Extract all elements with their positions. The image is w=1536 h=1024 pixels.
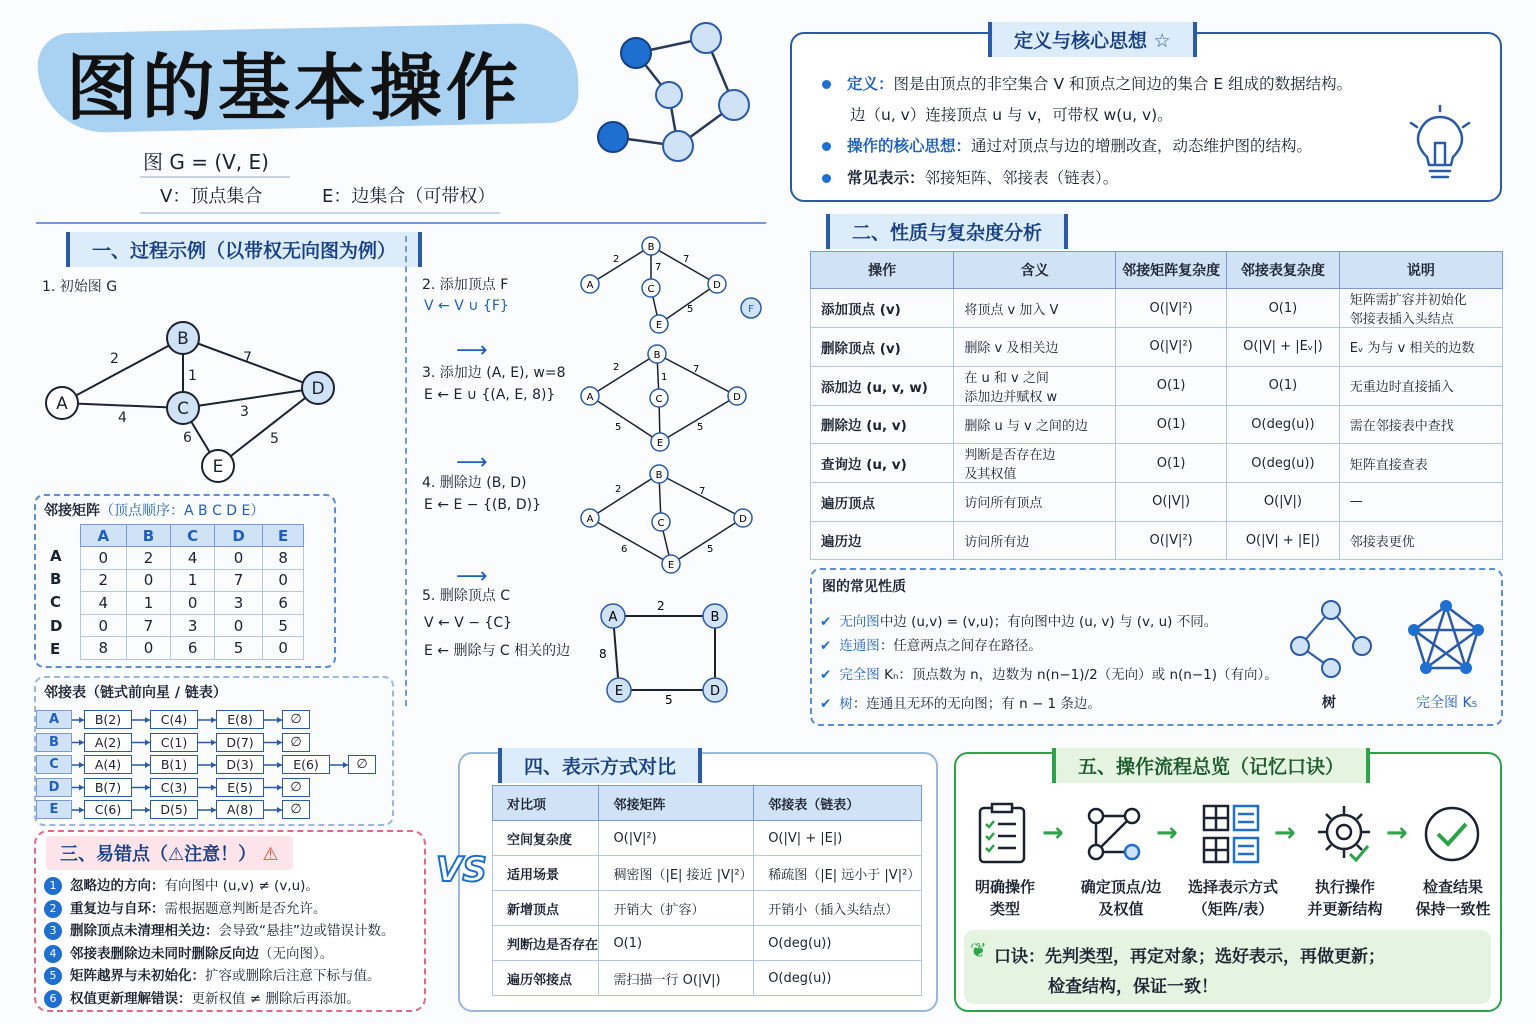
- adj-list-node: E(5): [216, 778, 264, 797]
- matrix-cell: 4: [81, 592, 127, 615]
- list-link-arrowhead: [277, 717, 282, 723]
- step4-formula: E ← E − {(B, D)}: [424, 497, 541, 513]
- adj-list-node: A(2): [84, 733, 132, 752]
- table-cell: 适用场景: [493, 856, 599, 891]
- svg-text:C: C: [655, 394, 663, 405]
- table-row: [811, 483, 1503, 522]
- check-icon: ✔: [820, 696, 832, 712]
- svg-text:B: B: [177, 329, 189, 349]
- list-link-arrowhead: [211, 807, 216, 813]
- svg-text:D: D: [709, 684, 721, 699]
- page-title: 图的基本操作: [66, 46, 523, 130]
- step5-formula-2: E ← 删除与 C 相关的边: [424, 643, 571, 659]
- table-header: 说明: [1339, 252, 1502, 289]
- table-cell: 遍历邻接点: [493, 961, 599, 996]
- matrix-cell: 0: [263, 569, 304, 592]
- table-row: [811, 328, 1503, 367]
- graph-formula: 图 G = (V, E): [143, 150, 269, 174]
- lightbulb-icon: [1405, 105, 1475, 185]
- table-cell: 遍历边: [811, 521, 954, 560]
- table-cell: 稠密图（|E| 接近 |V|²）: [599, 856, 754, 891]
- table-cell: 需在邻接表中查找: [1339, 405, 1502, 444]
- svg-text:A: A: [608, 610, 618, 625]
- matrix-row-label: D: [50, 616, 63, 635]
- flow-arrow-icon: →: [1386, 818, 1408, 848]
- null-pointer: ∅: [282, 778, 310, 797]
- table-cell: 删除 u 与 v 之间的边: [954, 405, 1116, 444]
- matrix-col-header: C: [171, 525, 214, 547]
- table-cell: O(|V|²): [1116, 289, 1227, 328]
- table-cell: O(1): [1227, 366, 1340, 405]
- svg-text:7: 7: [699, 486, 706, 497]
- table-cell: O(1): [1116, 444, 1227, 483]
- matrix-cell: 0: [263, 637, 304, 660]
- pitfall-item: [44, 987, 360, 1008]
- matrix-row-label: A: [50, 547, 62, 565]
- table-cell: Eᵥ 为与 v 相关的边数: [1339, 328, 1502, 367]
- adj-list-head: D: [36, 778, 72, 797]
- adjacency-list-arrows: [0, 0, 400, 830]
- svg-text:7: 7: [243, 350, 252, 366]
- number-badge: 2: [44, 900, 62, 918]
- matrix-cell: 2: [81, 569, 127, 592]
- table-row: [811, 521, 1503, 560]
- table-row: [811, 289, 1503, 328]
- graph-nodes-icon: [1084, 804, 1144, 864]
- adj-list-node: C(1): [150, 733, 198, 752]
- section4-header: 四、表示方式对比: [498, 748, 702, 783]
- flow-arrow-icon: →: [1042, 818, 1064, 848]
- svg-text:C: C: [647, 284, 655, 295]
- svg-text:6: 6: [183, 430, 192, 446]
- decor-graph-icon: [592, 20, 762, 170]
- matrix-cell: 4: [171, 547, 214, 570]
- adj-list-node: D(3): [216, 755, 264, 774]
- pitfall-item: [44, 874, 319, 895]
- definition-line-1: 定义：图是由顶点的非空集合 V 和顶点之间边的集合 E 组成的数据结构。: [822, 72, 1352, 94]
- table-header: 邻接表（链表）: [754, 786, 922, 821]
- k5-label: 完全图 K₅: [1416, 695, 1478, 711]
- pitfall-item: [44, 897, 327, 918]
- list-link-arrowhead: [211, 740, 216, 746]
- svg-text:D: D: [713, 280, 721, 291]
- pitfalls-header: 三、易错点（⚠注意！） ⚠: [46, 836, 293, 870]
- flow-step-label: 检查结果 保持一致性: [1415, 878, 1491, 918]
- list-link-arrowhead: [211, 717, 216, 723]
- table-cell: 访问所有边: [954, 521, 1116, 560]
- vertex-set-label: V：顶点集合: [160, 186, 263, 207]
- svg-text:2: 2: [613, 362, 620, 373]
- sprout-icon: ❦: [970, 938, 987, 962]
- table-cell: O(1): [1227, 289, 1340, 328]
- tree-diagram: [1286, 598, 1376, 678]
- list-link-arrowhead: [79, 717, 84, 723]
- edge-set-label: E：边集合（可带权）: [322, 186, 496, 207]
- table-row: [493, 926, 922, 961]
- adj-list-node: A(8): [216, 800, 264, 819]
- definition-line-4: 常见表示：邻接矩阵、邻接表（链表）。: [822, 166, 1118, 188]
- step5-graph: [595, 596, 745, 706]
- table-cell: O(|V|): [1116, 483, 1227, 522]
- matrix-col-header: D: [214, 525, 263, 547]
- step2-graph: [575, 236, 775, 336]
- matrix-cell: 0: [171, 592, 214, 615]
- matrix-cell: 0: [81, 614, 127, 637]
- svg-text:5: 5: [687, 304, 694, 315]
- svg-text:6: 6: [621, 544, 628, 555]
- table-cell: 在 u 和 v 之间 添加边并赋权 w: [954, 366, 1116, 405]
- matrix-cell: 3: [214, 592, 263, 615]
- property-line-1: ✔ 无向图中边 (u,v) = (v,u)；有向图中边 (u, v) 与 (v, u) 不同。: [820, 614, 1218, 630]
- arrow-right-icon: ⟶: [456, 450, 488, 475]
- table-cell: 删除 v 及相关边: [954, 328, 1116, 367]
- adj-list-node: C(3): [150, 778, 198, 797]
- list-link-arrowhead: [343, 762, 348, 768]
- comparison-table: [492, 785, 922, 996]
- bullet-icon: [822, 174, 831, 183]
- svg-text:2: 2: [657, 599, 665, 613]
- property-line-4: ✔ 树：连通且无环的无向图；有 n − 1 条边。: [820, 696, 1101, 712]
- flow-arrow-icon: →: [1274, 818, 1296, 848]
- table-cell: 删除顶点 (v): [811, 328, 954, 367]
- step5-formula-1: V ← V − {C}: [424, 615, 513, 631]
- table-cell: O(|V|²): [1116, 521, 1227, 560]
- table-cell: 矩阵需扩容并初始化 邻接表插入头结点: [1339, 289, 1502, 328]
- table-cell: 新增顶点: [493, 891, 599, 926]
- pitfall-text: 会导致“悬挂”边或错误计数。: [218, 923, 395, 940]
- list-link-arrowhead: [145, 785, 150, 791]
- section1-header: 一、过程示例（以带权无向图为例）: [66, 232, 422, 267]
- svg-text:D: D: [739, 514, 747, 525]
- table-cell: O(|V| + |E|): [754, 821, 922, 856]
- matrix-cell: 7: [214, 569, 263, 592]
- svg-text:A: A: [586, 514, 594, 525]
- table-cell: 开销大（扩容）: [599, 891, 754, 926]
- svg-text:7: 7: [693, 364, 700, 375]
- matrix-cell: 0: [81, 547, 127, 570]
- pitfall-label: 权值更新理解错误：: [70, 991, 192, 1007]
- complete-graph-k5: [1406, 598, 1486, 678]
- svg-text:D: D: [733, 392, 741, 403]
- pitfall-item: [44, 964, 381, 985]
- table-cell: 稀疏图（|E| 远小于 |V|²）: [754, 856, 922, 891]
- bullet-icon: [822, 142, 831, 151]
- svg-text:7: 7: [655, 262, 662, 273]
- table-cell: 遍历顶点: [811, 483, 954, 522]
- matrix-cell: 6: [171, 637, 214, 660]
- matrix-title: 邻接矩阵（顶点顺序：A B C D E）: [44, 503, 265, 519]
- svg-text:3: 3: [240, 404, 249, 420]
- svg-text:E: E: [667, 560, 675, 571]
- list-link-arrowhead: [277, 740, 282, 746]
- flow-step-label: 确定顶点/边 及权值: [1080, 878, 1162, 918]
- matrix-cell: 2: [126, 547, 171, 570]
- matrix-cell: 5: [263, 614, 304, 637]
- pitfall-text: 需根据题意判断是否允许。: [164, 900, 327, 917]
- adj-list-node: B(7): [84, 778, 132, 797]
- svg-text:5: 5: [665, 693, 673, 706]
- list-link-arrowhead: [79, 762, 84, 768]
- list-link-arrowhead: [277, 807, 282, 813]
- representation-icon: [1200, 802, 1262, 866]
- matrix-row-label: C: [50, 593, 62, 612]
- svg-text:5: 5: [697, 422, 704, 433]
- table-header: 对比项: [493, 786, 599, 821]
- null-pointer: ∅: [282, 710, 310, 729]
- check-circle-icon: [1422, 804, 1482, 864]
- table-cell: O(deg(u)): [1227, 444, 1340, 483]
- table-cell: O(deg(u)): [1227, 405, 1340, 444]
- list-link-arrowhead: [79, 785, 84, 791]
- svg-text:A: A: [56, 394, 68, 414]
- rhyme-line-1: 口诀：先判类型，再定对象；选好表示，再做更新；: [994, 947, 1385, 967]
- divider: [405, 236, 407, 706]
- list-link-arrowhead: [211, 785, 216, 791]
- svg-text:D: D: [311, 379, 325, 399]
- svg-text:4: 4: [118, 410, 127, 426]
- table-cell: O(deg(u)): [754, 961, 922, 996]
- table-cell: 需扫描一行 O(|V|): [599, 961, 754, 996]
- step2-formula: V ← V ∪ {F}: [424, 298, 509, 314]
- svg-text:5: 5: [270, 431, 279, 447]
- matrix-row-label: B: [50, 570, 62, 589]
- matrix-cell: 1: [171, 569, 214, 592]
- step4-graph: [575, 462, 775, 578]
- table-cell: O(|V| + |E|): [1227, 521, 1340, 560]
- list-link-arrowhead: [145, 740, 150, 746]
- table-cell: 删除边 (u, v): [811, 405, 954, 444]
- svg-text:C: C: [177, 399, 189, 419]
- number-badge: 4: [44, 945, 62, 963]
- pitfall-item: [44, 942, 333, 963]
- table-cell: 添加边 (u, v, w): [811, 366, 954, 405]
- arrow-right-icon: ⟶: [456, 338, 488, 363]
- pitfall-label: 删除顶点未清理相关边：: [70, 923, 219, 940]
- adj-list-node: E(8): [216, 710, 264, 729]
- svg-text:C: C: [657, 518, 665, 529]
- check-icon: ✔: [820, 614, 832, 630]
- number-badge: 3: [44, 922, 62, 940]
- table-cell: 判断是否存在边 及其权值: [954, 444, 1116, 483]
- matrix-col-header: B: [126, 525, 171, 547]
- list-link-arrowhead: [79, 740, 84, 746]
- table-cell: O(1): [599, 926, 754, 961]
- matrix-cell: 0: [214, 547, 263, 570]
- matrix-col-header: E: [263, 525, 304, 547]
- table-row: [493, 891, 922, 926]
- adj-list-node: D(5): [150, 800, 198, 819]
- adj-list-node: A(4): [84, 755, 132, 774]
- table-cell: O(|V|²): [1116, 328, 1227, 367]
- table-cell: 无重边时直接插入: [1339, 366, 1502, 405]
- table-cell: 访问所有顶点: [954, 483, 1116, 522]
- table-cell: 开销小（插入头结点）: [754, 891, 922, 926]
- list-link-arrowhead: [145, 762, 150, 768]
- matrix-cell: 1: [126, 592, 171, 615]
- svg-text:A: A: [586, 392, 594, 403]
- section5-header: 五、操作流程总览（记忆口诀）: [1052, 748, 1370, 783]
- table-cell: O(1): [1116, 366, 1227, 405]
- table-cell: O(deg(u)): [754, 926, 922, 961]
- table-cell: 添加顶点 (v): [811, 289, 954, 328]
- svg-text:2: 2: [110, 351, 119, 367]
- table-cell: 矩阵直接查表: [1339, 444, 1502, 483]
- check-icon: ✔: [820, 638, 832, 654]
- adj-list-node: C(4): [150, 710, 198, 729]
- null-pointer: ∅: [282, 800, 310, 819]
- property-line-3: ✔ 完全图 Kₙ：顶点数为 n，边数为 n(n−1)/2（无向）或 n(n−1)（有向）。: [820, 667, 1278, 683]
- svg-text:2: 2: [615, 484, 622, 495]
- checklist-icon: [974, 802, 1030, 866]
- definition-header: 定义与核心思想 ☆: [988, 22, 1197, 57]
- pitfall-label: 重复边与自环：: [70, 900, 165, 917]
- flow-step-label: 执行操作 并更新结构: [1307, 878, 1383, 918]
- table-cell: 判断边是否存在: [493, 926, 599, 961]
- vs-badge: VS: [436, 850, 487, 890]
- table-row: [493, 961, 922, 996]
- table-cell: O(|V|): [1227, 483, 1340, 522]
- table-header: 含义: [954, 252, 1116, 289]
- svg-text:B: B: [653, 350, 661, 361]
- svg-text:5: 5: [707, 544, 714, 555]
- pitfall-label: 矩阵越界与未初始化：: [70, 968, 205, 985]
- property-line-2: ✔ 连通图：任意两点之间存在路径。: [820, 638, 1042, 654]
- pitfall-text: 扩容或删除后注意下标与值。: [205, 968, 381, 985]
- section2-header: 二、性质与复杂度分析: [826, 214, 1068, 249]
- tree-label: 树: [1322, 695, 1336, 711]
- adj-list-head: A: [36, 710, 72, 729]
- svg-text:B: B: [710, 610, 720, 625]
- bullet-icon: [822, 80, 831, 89]
- adj-list-node: B(1): [150, 755, 198, 774]
- flow-step-label: 明确操作 类型: [974, 878, 1035, 918]
- check-icon: ✔: [820, 667, 832, 683]
- step4-title: 4. 删除边 (B, D): [422, 475, 527, 491]
- table-header: 邻接矩阵: [599, 786, 754, 821]
- pitfall-text: 更新权值 ≠ 删除后再添加。: [191, 991, 360, 1007]
- adj-list-node: E(6): [282, 755, 330, 774]
- table-cell: O(|V|²): [599, 821, 754, 856]
- null-pointer: ∅: [282, 733, 310, 752]
- adj-list-head: E: [36, 800, 72, 819]
- matrix-col-header: A: [81, 525, 127, 547]
- svg-text:F: F: [748, 304, 754, 315]
- matrix-cell: 6: [263, 592, 304, 615]
- table-row: [811, 366, 1503, 405]
- flow-arrow-icon: →: [1156, 818, 1178, 848]
- table-header: 邻接表复杂度: [1227, 252, 1340, 289]
- matrix-row-label: E: [50, 639, 61, 658]
- table-row: [811, 444, 1503, 483]
- gear-icon: [1314, 802, 1376, 866]
- pitfall-text: （无向图）。: [259, 945, 334, 962]
- matrix-cell: 0: [214, 614, 263, 637]
- matrix-cell: 8: [81, 637, 127, 660]
- svg-text:A: A: [586, 280, 594, 291]
- step1-title: 1. 初始图 G: [42, 279, 118, 295]
- svg-text:E: E: [212, 457, 224, 477]
- table-row: [493, 821, 922, 856]
- matrix-cell: 3: [171, 614, 214, 637]
- svg-text:8: 8: [599, 647, 607, 661]
- svg-text:2: 2: [613, 254, 620, 265]
- table-cell: O(1): [1116, 405, 1227, 444]
- matrix-cell: 5: [214, 637, 263, 660]
- step3-graph: [575, 342, 775, 454]
- table-cell: 空间复杂度: [493, 821, 599, 856]
- adj-list-node: B(2): [84, 710, 132, 729]
- arrow-right-icon: ⟶: [456, 564, 488, 589]
- svg-text:5: 5: [615, 422, 622, 433]
- flow-step-label: 选择表示方式 （矩阵/表）: [1187, 878, 1278, 918]
- matrix-cell: 8: [263, 547, 304, 570]
- adjacency-list-title: 邻接表（链式前向星 / 链表）: [44, 685, 227, 701]
- step3-formula: E ← E ∪ {(A, E, 8)}: [424, 387, 556, 403]
- matrix-cell: 0: [126, 637, 171, 660]
- step3-title: 3. 添加边 (A, E), w=8: [422, 365, 566, 381]
- list-link-arrowhead: [79, 807, 84, 813]
- list-link-arrowhead: [145, 807, 150, 813]
- table-cell: 邻接表更优: [1339, 521, 1502, 560]
- table-header: 邻接矩阵复杂度: [1116, 252, 1227, 289]
- svg-text:E: E: [656, 438, 664, 449]
- list-link-arrowhead: [277, 762, 282, 768]
- step5-title: 5. 删除顶点 C: [422, 588, 511, 604]
- table-cell: —: [1339, 483, 1502, 522]
- definition-line-2: 边（u, v）连接顶点 u 与 v，可带权 w(u, v)。: [850, 106, 1173, 124]
- list-link-arrowhead: [277, 785, 282, 791]
- svg-text:B: B: [647, 242, 655, 253]
- table-row: [811, 405, 1503, 444]
- list-link-arrowhead: [145, 717, 150, 723]
- table-cell: 将顶点 v 加入 V: [954, 289, 1116, 328]
- step2-title: 2. 添加顶点 F: [422, 277, 509, 293]
- svg-text:E: E: [655, 320, 663, 331]
- table-row: [493, 856, 922, 891]
- table-header: 操作: [811, 252, 954, 289]
- pitfall-label: 邻接表删除边未同时删除反向边: [70, 945, 259, 962]
- svg-text:E: E: [614, 684, 624, 699]
- complexity-table: [810, 251, 1503, 560]
- matrix-cell: 0: [126, 569, 171, 592]
- adj-list-head: C: [36, 755, 72, 774]
- rhyme-line-2: 检查结构，保证一致！: [1048, 977, 1218, 997]
- null-pointer: ∅: [348, 755, 376, 774]
- number-badge: 6: [44, 990, 62, 1008]
- table-cell: 查询边 (u, v): [811, 444, 954, 483]
- definition-line-3: 操作的核心思想：通过对顶点与边的增删改查，动态维护图的结构。: [822, 134, 1312, 156]
- adj-list-head: B: [36, 733, 72, 752]
- number-badge: 5: [44, 967, 62, 985]
- number-badge: 1: [44, 877, 62, 895]
- pitfall-item: [44, 919, 395, 940]
- svg-text:1: 1: [188, 368, 197, 384]
- list-link-arrowhead: [211, 762, 216, 768]
- properties-title: 图的常见性质: [822, 579, 906, 595]
- svg-text:1: 1: [661, 372, 668, 383]
- svg-text:7: 7: [683, 254, 690, 265]
- adj-list-node: C(6): [84, 800, 132, 819]
- pitfall-label: 忽略边的方向：: [70, 878, 165, 894]
- pitfall-text: 有向图中 (u,v) ≠ (v,u)。: [164, 878, 319, 894]
- matrix-cell: 7: [126, 614, 171, 637]
- table-cell: O(|V| + |Eᵥ|): [1227, 328, 1340, 367]
- svg-text:B: B: [655, 470, 663, 481]
- adj-list-node: D(7): [216, 733, 264, 752]
